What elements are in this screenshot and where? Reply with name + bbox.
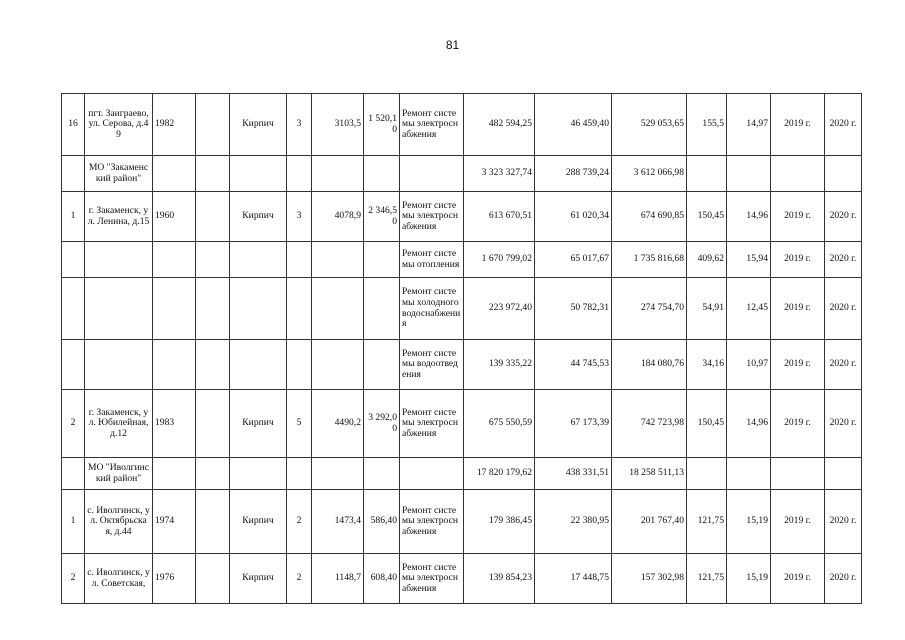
- cost-total-cell: 529 053,65: [612, 94, 687, 156]
- blank-cell: [196, 242, 230, 278]
- blank-cell: [196, 192, 230, 242]
- work-type-cell: Ремонт системы водоотведения: [400, 340, 464, 390]
- floors-cell: 2: [287, 490, 312, 554]
- work-type-cell: Ремонт системы отопления: [400, 242, 464, 278]
- row-number: [62, 278, 85, 340]
- unit-cost-cell-2: [727, 156, 771, 192]
- start-year-cell: 2019 г.: [771, 340, 825, 390]
- total-area-cell: [312, 156, 364, 192]
- living-area-cell: 3 292,00: [364, 390, 400, 458]
- unit-cost-cell: 34,16: [687, 340, 727, 390]
- year-built-cell: 1960: [153, 192, 196, 242]
- unit-cost-cell: [687, 458, 727, 490]
- address-cell: с. Иволгинск, ул. Октябрьская, д.44: [85, 490, 153, 554]
- unit-cost-cell: 150,45: [687, 390, 727, 458]
- address-cell: [85, 278, 153, 340]
- start-year-cell: 2019 г.: [771, 490, 825, 554]
- unit-cost-cell-2: 12,45: [727, 278, 771, 340]
- cost-total-cell: 274 754,70: [612, 278, 687, 340]
- row-number: [62, 458, 85, 490]
- year-built-cell: 1976: [153, 554, 196, 604]
- cost-cell: 223 972,40: [464, 278, 535, 340]
- end-year-cell: 2020 г.: [825, 554, 862, 604]
- row-number: [62, 340, 85, 390]
- table-row: [62, 554, 862, 604]
- cost-cell-2: 50 782,31: [535, 278, 612, 340]
- year-built-cell: 1974: [153, 490, 196, 554]
- blank-cell: [196, 94, 230, 156]
- start-year-cell: [771, 458, 825, 490]
- cost-cell-2: 288 739,24: [535, 156, 612, 192]
- living-area-cell: 586,40: [364, 490, 400, 554]
- unit-cost-cell-2: 10,97: [727, 340, 771, 390]
- total-area-cell: 3103,5: [312, 94, 364, 156]
- unit-cost-cell: [687, 156, 727, 192]
- end-year-cell: 2020 г.: [825, 340, 862, 390]
- row-number: 1: [62, 192, 85, 242]
- floors-cell: [287, 156, 312, 192]
- cost-cell-2: 17 448,75: [535, 554, 612, 604]
- year-built-cell: [153, 242, 196, 278]
- table-row: [62, 242, 862, 278]
- wall-material-cell: [230, 340, 287, 390]
- table-row: [62, 192, 862, 242]
- work-type-cell: Ремонт системы электроснабжения: [400, 94, 464, 156]
- cost-cell-2: 65 017,67: [535, 242, 612, 278]
- cost-cell-2: 44 745,53: [535, 340, 612, 390]
- year-built-cell: [153, 340, 196, 390]
- cost-total-cell: 1 735 816,68: [612, 242, 687, 278]
- total-area-cell: 4078,9: [312, 192, 364, 242]
- cost-cell-2: 22 380,95: [535, 490, 612, 554]
- unit-cost-cell: 409,62: [687, 242, 727, 278]
- cost-total-cell: 3 612 066,98: [612, 156, 687, 192]
- unit-cost-cell: 150,45: [687, 192, 727, 242]
- address-cell: [85, 340, 153, 390]
- living-area-cell: [364, 242, 400, 278]
- cost-total-cell: 201 767,40: [612, 490, 687, 554]
- table-row: [62, 340, 862, 390]
- blank-cell: [196, 156, 230, 192]
- blank-cell: [196, 278, 230, 340]
- floors-cell: [287, 340, 312, 390]
- end-year-cell: 2020 г.: [825, 94, 862, 156]
- floors-cell: [287, 458, 312, 490]
- unit-cost-cell-2: [727, 458, 771, 490]
- cost-cell: 139 335,22: [464, 340, 535, 390]
- wall-material-cell: Кирпич: [230, 390, 287, 458]
- address-cell: [85, 242, 153, 278]
- table-row: [62, 156, 862, 192]
- cost-cell: 3 323 327,74: [464, 156, 535, 192]
- unit-cost-cell-2: 15,19: [727, 490, 771, 554]
- wall-material-cell: Кирпич: [230, 554, 287, 604]
- living-area-cell: 1 520,10: [364, 94, 400, 156]
- wall-material-cell: Кирпич: [230, 192, 287, 242]
- start-year-cell: 2019 г.: [771, 242, 825, 278]
- floors-cell: 5: [287, 390, 312, 458]
- unit-cost-cell: 54,91: [687, 278, 727, 340]
- total-area-cell: 1148,7: [312, 554, 364, 604]
- address-cell: МО "Иволгинский район": [85, 458, 153, 490]
- cost-total-cell: 674 690,85: [612, 192, 687, 242]
- work-type-cell: Ремонт системы холодного водоснабжения: [400, 278, 464, 340]
- work-type-cell: Ремонт системы электроснабжения: [400, 390, 464, 458]
- end-year-cell: 2020 г.: [825, 242, 862, 278]
- unit-cost-cell-2: 14,97: [727, 94, 771, 156]
- total-area-cell: [312, 278, 364, 340]
- cost-cell-2: 67 173,39: [535, 390, 612, 458]
- cost-cell: 179 386,45: [464, 490, 535, 554]
- wall-material-cell: [230, 242, 287, 278]
- unit-cost-cell: 121,75: [687, 490, 727, 554]
- blank-cell: [196, 390, 230, 458]
- start-year-cell: 2019 г.: [771, 94, 825, 156]
- floors-cell: 3: [287, 192, 312, 242]
- unit-cost-cell: 121,75: [687, 554, 727, 604]
- row-number: [62, 156, 85, 192]
- wall-material-cell: [230, 278, 287, 340]
- work-type-cell: Ремонт системы электроснабжения: [400, 192, 464, 242]
- unit-cost-cell: 155,5: [687, 94, 727, 156]
- year-built-cell: [153, 458, 196, 490]
- address-cell: с. Иволгинск, ул. Советская,: [85, 554, 153, 604]
- wall-material-cell: Кирпич: [230, 94, 287, 156]
- cost-total-cell: 742 723,98: [612, 390, 687, 458]
- unit-cost-cell-2: 15,94: [727, 242, 771, 278]
- row-number: 1: [62, 490, 85, 554]
- cost-cell: 482 594,25: [464, 94, 535, 156]
- end-year-cell: 2020 г.: [825, 278, 862, 340]
- table-row: [62, 458, 862, 490]
- table-row: [62, 490, 862, 554]
- end-year-cell: 2020 г.: [825, 490, 862, 554]
- address-cell: г. Закаменск, ул. Юбилейная, д.12: [85, 390, 153, 458]
- cost-total-cell: 184 080,76: [612, 340, 687, 390]
- year-built-cell: 1982: [153, 94, 196, 156]
- start-year-cell: 2019 г.: [771, 192, 825, 242]
- blank-cell: [196, 458, 230, 490]
- unit-cost-cell-2: 14,96: [727, 192, 771, 242]
- work-type-cell: [400, 458, 464, 490]
- living-area-cell: 608,40: [364, 554, 400, 604]
- start-year-cell: 2019 г.: [771, 554, 825, 604]
- address-cell: пгт. Заиграево, ул. Серова, д.49: [85, 94, 153, 156]
- row-number: 2: [62, 554, 85, 604]
- end-year-cell: [825, 458, 862, 490]
- living-area-cell: [364, 278, 400, 340]
- floors-cell: [287, 278, 312, 340]
- cost-cell: 613 670,51: [464, 192, 535, 242]
- row-number: [62, 242, 85, 278]
- end-year-cell: [825, 156, 862, 192]
- year-built-cell: 1983: [153, 390, 196, 458]
- blank-cell: [196, 490, 230, 554]
- start-year-cell: 2019 г.: [771, 278, 825, 340]
- cost-cell: 139 854,23: [464, 554, 535, 604]
- unit-cost-cell-2: 14,96: [727, 390, 771, 458]
- year-built-cell: [153, 156, 196, 192]
- living-area-cell: [364, 340, 400, 390]
- blank-cell: [196, 554, 230, 604]
- wall-material-cell: Кирпич: [230, 490, 287, 554]
- total-area-cell: [312, 458, 364, 490]
- blank-cell: [196, 340, 230, 390]
- row-number: 16: [62, 94, 85, 156]
- unit-cost-cell-2: 15,19: [727, 554, 771, 604]
- work-type-cell: Ремонт системы электроснабжения: [400, 490, 464, 554]
- year-built-cell: [153, 278, 196, 340]
- cost-cell-2: 61 020,34: [535, 192, 612, 242]
- cost-cell: 17 820 179,62: [464, 458, 535, 490]
- start-year-cell: [771, 156, 825, 192]
- repair-register-table: [61, 93, 862, 604]
- total-area-cell: [312, 242, 364, 278]
- work-type-cell: Ремонт системы электроснабжения: [400, 554, 464, 604]
- total-area-cell: 1473,4: [312, 490, 364, 554]
- wall-material-cell: [230, 156, 287, 192]
- end-year-cell: 2020 г.: [825, 390, 862, 458]
- work-type-cell: [400, 156, 464, 192]
- start-year-cell: 2019 г.: [771, 390, 825, 458]
- address-cell: МО "Закаменский район": [85, 156, 153, 192]
- wall-material-cell: [230, 458, 287, 490]
- living-area-cell: [364, 458, 400, 490]
- cost-total-cell: 18 258 511,13: [612, 458, 687, 490]
- table-row: [62, 94, 862, 156]
- row-number: 2: [62, 390, 85, 458]
- cost-cell: 1 670 799,02: [464, 242, 535, 278]
- living-area-cell: [364, 156, 400, 192]
- cost-cell: 675 550,59: [464, 390, 535, 458]
- living-area-cell: 2 346,50: [364, 192, 400, 242]
- floors-cell: 3: [287, 94, 312, 156]
- floors-cell: [287, 242, 312, 278]
- total-area-cell: 4490,2: [312, 390, 364, 458]
- page-number: 81: [445, 38, 460, 52]
- table-row: [62, 278, 862, 340]
- cost-total-cell: 157 302,98: [612, 554, 687, 604]
- end-year-cell: 2020 г.: [825, 192, 862, 242]
- cost-cell-2: 46 459,40: [535, 94, 612, 156]
- floors-cell: 2: [287, 554, 312, 604]
- address-cell: г. Закаменск, ул. Ленина, д.15: [85, 192, 153, 242]
- total-area-cell: [312, 340, 364, 390]
- table-row: [62, 390, 862, 458]
- cost-cell-2: 438 331,51: [535, 458, 612, 490]
